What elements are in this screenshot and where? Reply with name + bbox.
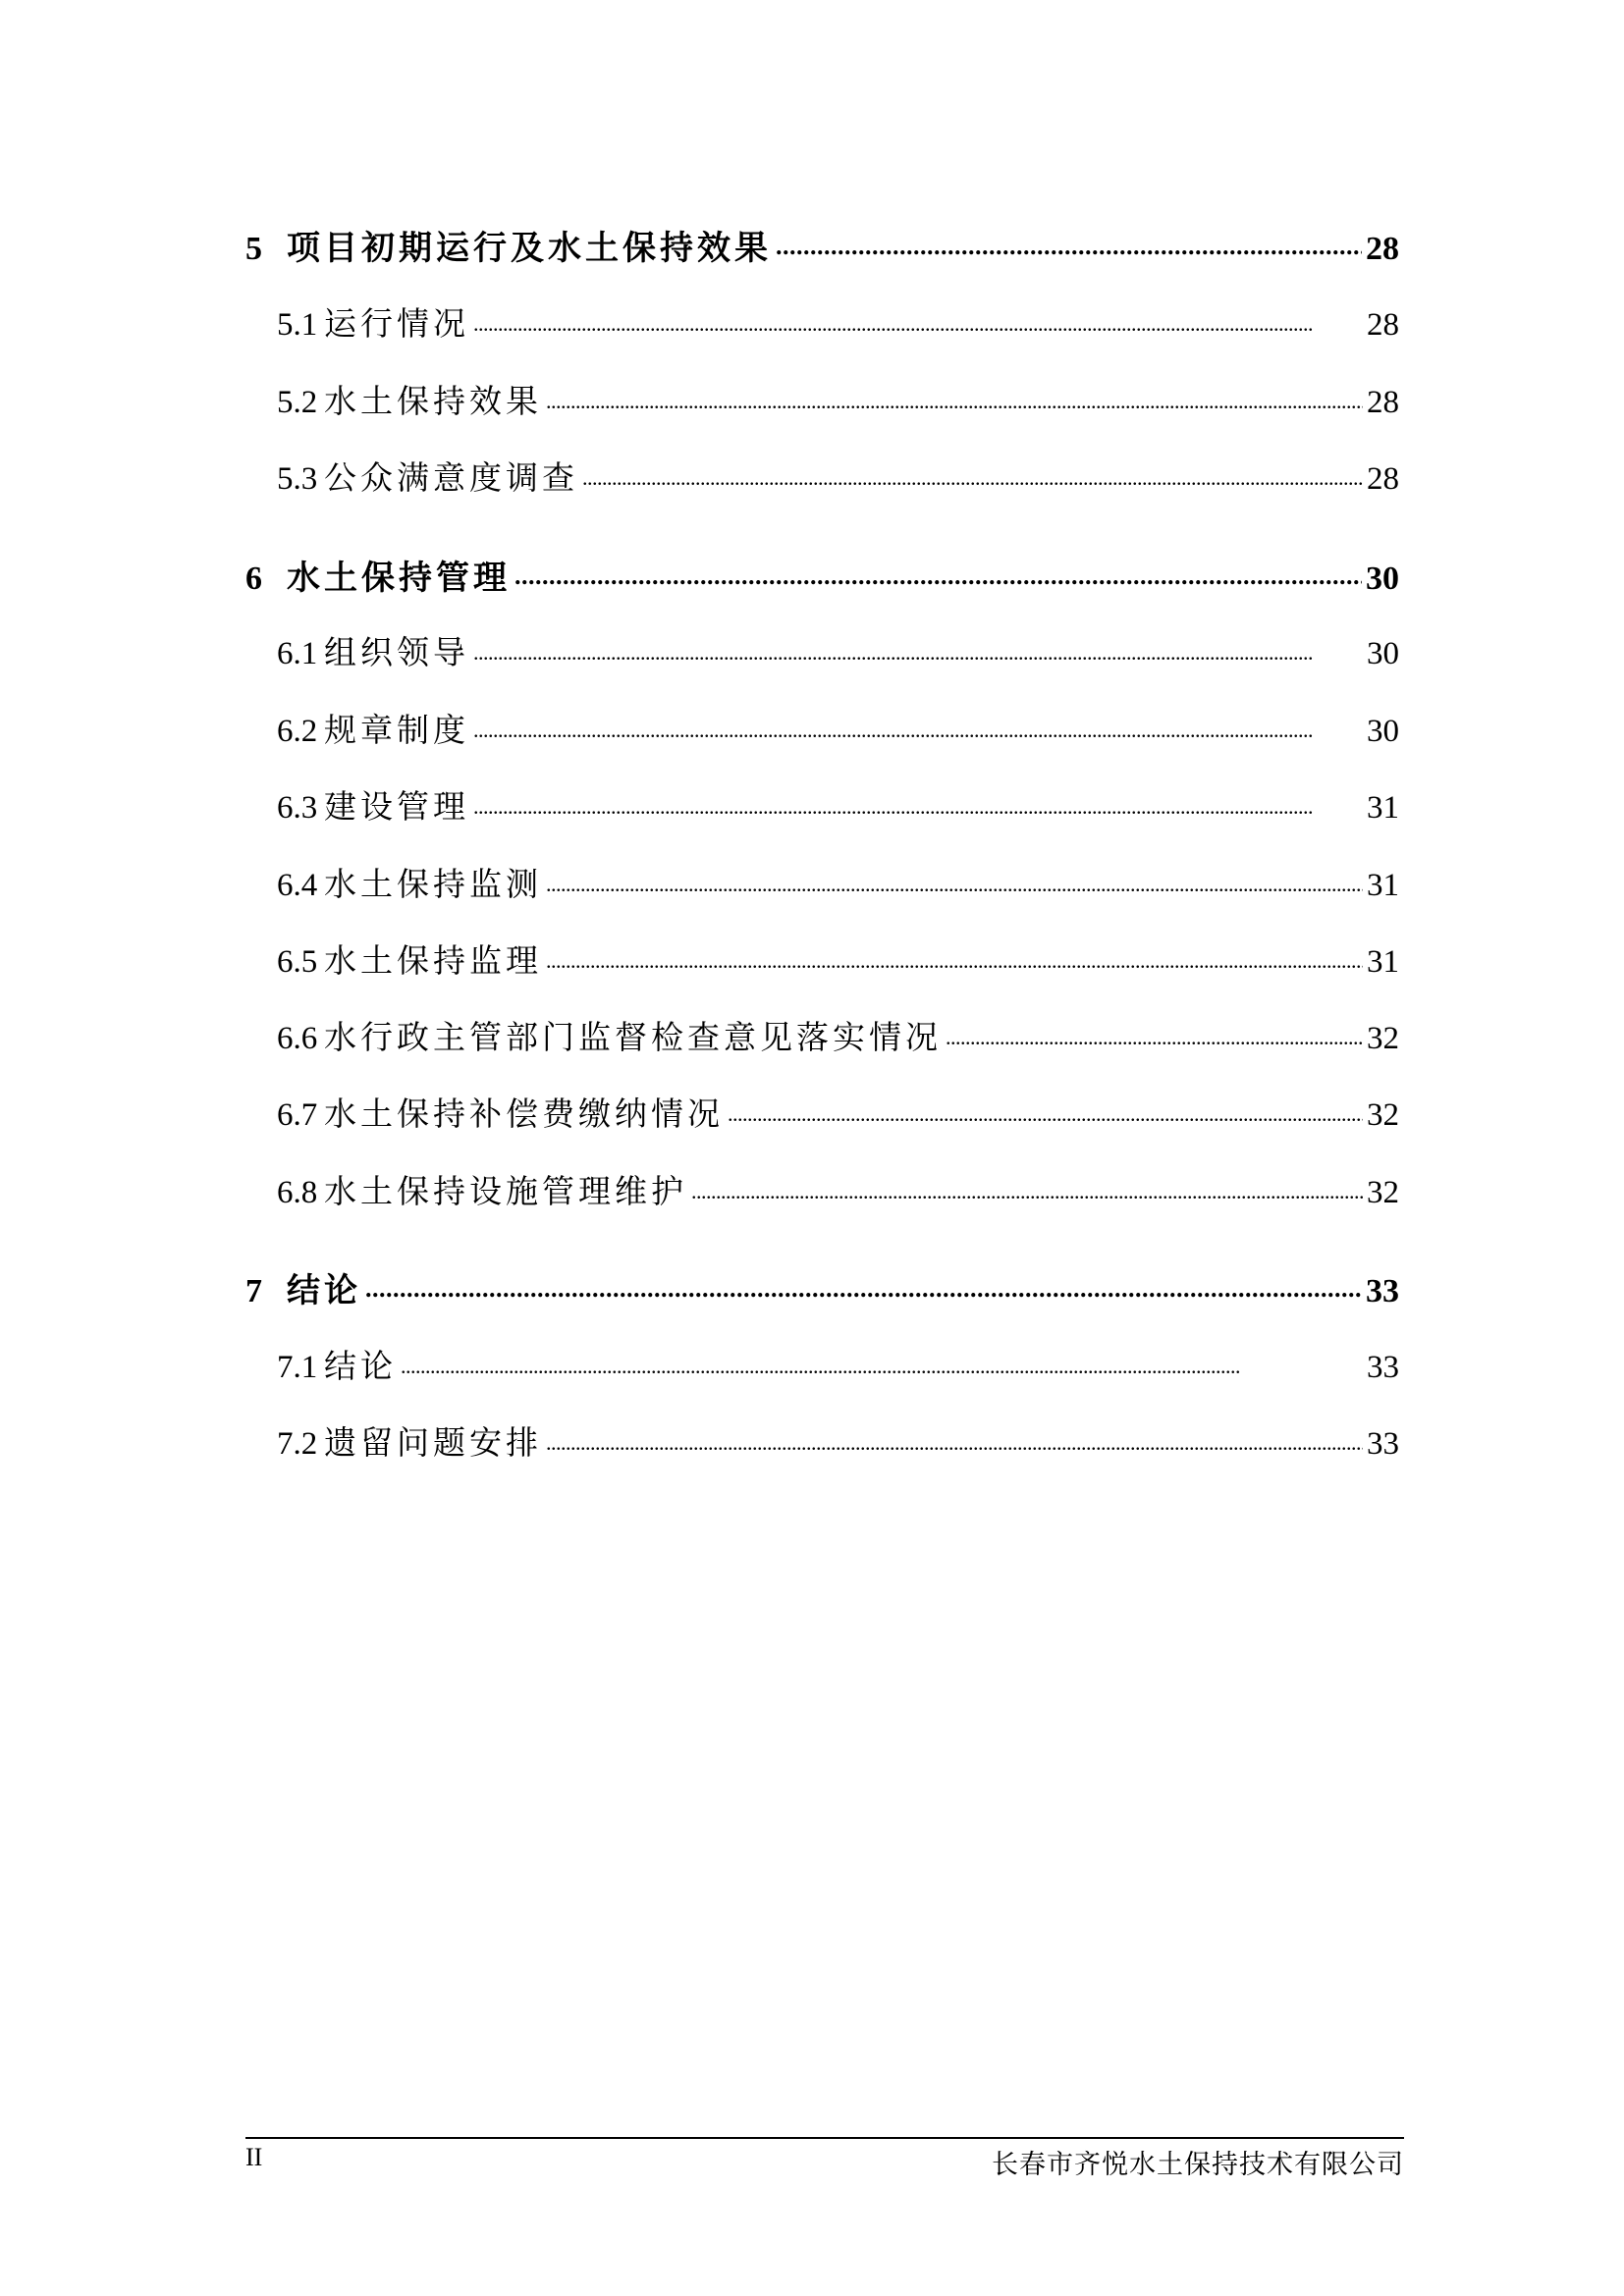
toc-dot-leader: [728, 1095, 1363, 1125]
toc-number: 6.1: [277, 636, 318, 671]
toc-number: 6.4: [277, 868, 318, 903]
toc-page-number: 33: [1367, 1426, 1399, 1462]
toc-title: 建设管理: [324, 787, 469, 826]
toc-title: 项目初期运行及水土保持效果: [287, 229, 772, 268]
toc-title: 组织领导: [324, 633, 469, 671]
toc-entry-5-2[interactable]: [245, 376, 1399, 425]
footer-divider: [245, 2137, 1404, 2139]
toc-page-number: 30: [1367, 714, 1399, 749]
toc-entry-6-7[interactable]: [245, 1089, 1399, 1138]
toc-page-number: 28: [1366, 231, 1399, 267]
toc-title: 结论: [287, 1271, 361, 1310]
toc-page-number: 28: [1367, 307, 1399, 343]
toc-page-number: 33: [1367, 1350, 1399, 1385]
toc-entry-6-4[interactable]: [245, 859, 1399, 908]
toc-title: 水行政主管部门监督检查意见落实情况: [324, 1018, 942, 1056]
toc-title: 水土保持补偿费缴纳情况: [324, 1095, 724, 1133]
toc-page-number: 28: [1367, 385, 1399, 420]
toc-entry-5[interactable]: [245, 221, 1399, 270]
toc-page-number: 33: [1366, 1273, 1399, 1309]
toc-page-number: 32: [1367, 1097, 1399, 1133]
toc-dot-leader: [473, 305, 1363, 335]
toc-page-number: 30: [1367, 636, 1399, 671]
toc-dot-leader: [582, 459, 1363, 489]
toc-entry-6-5[interactable]: [245, 935, 1399, 985]
toc-page-number: 31: [1367, 944, 1399, 980]
toc-number: 6.8: [277, 1175, 318, 1210]
toc-page-number: 28: [1367, 461, 1399, 497]
toc-number: 6.7: [277, 1097, 318, 1133]
toc-dot-leader: [546, 1424, 1363, 1454]
toc-entry-5-1[interactable]: [245, 298, 1399, 347]
toc-entry-7[interactable]: [245, 1263, 1399, 1312]
toc-dot-leader: [401, 1348, 1363, 1377]
toc-entry-6-8[interactable]: [245, 1166, 1399, 1215]
toc-page-number: 32: [1367, 1021, 1399, 1056]
toc-number: 5: [245, 231, 262, 267]
toc-title: 水土保持监理: [324, 941, 542, 980]
toc-title: 规章制度: [324, 711, 469, 749]
toc-dot-leader: [546, 866, 1363, 895]
toc-number: 5.1: [277, 307, 318, 343]
toc-dot-leader: [514, 560, 1362, 589]
toc-dot-leader: [776, 230, 1362, 259]
toc-dot-leader: [365, 1272, 1362, 1302]
toc-title: 水土保持监测: [324, 865, 542, 903]
toc-page-number: 31: [1367, 790, 1399, 826]
toc-title: 水土保持管理: [287, 559, 511, 598]
toc-entry-6-3[interactable]: [245, 781, 1399, 830]
toc-title: 结论: [324, 1347, 397, 1385]
toc-dot-leader: [473, 788, 1363, 818]
toc-entry-6[interactable]: [245, 551, 1399, 600]
toc-title: 水土保持设施管理维护: [324, 1172, 687, 1210]
toc-page-number: 32: [1367, 1175, 1399, 1210]
toc-number: 6.2: [277, 714, 318, 749]
toc-title: 水土保持效果: [324, 382, 542, 420]
toc-entry-7-2[interactable]: [245, 1417, 1399, 1467]
toc-page-number: 30: [1366, 561, 1399, 597]
toc-dot-leader: [546, 942, 1363, 972]
toc-entry-5-3[interactable]: [245, 453, 1399, 502]
toc-number: 6.6: [277, 1021, 318, 1056]
toc-title: 公众满意度调查: [324, 458, 578, 497]
toc-entry-6-6[interactable]: [245, 1012, 1399, 1061]
toc-dot-leader: [946, 1019, 1363, 1048]
toc-entry-6-2[interactable]: [245, 705, 1399, 754]
toc-dot-leader: [546, 383, 1363, 412]
toc-number: 5.3: [277, 461, 318, 497]
footer-page-number: II: [245, 2143, 263, 2171]
toc-dot-leader: [473, 634, 1363, 664]
toc-number: 7: [245, 1273, 262, 1309]
toc-number: 6: [245, 561, 262, 597]
footer-company-name: 长春市齐悦水土保持技术有限公司: [992, 2150, 1404, 2180]
toc-dot-leader: [691, 1173, 1363, 1202]
toc-number: 6.3: [277, 790, 318, 826]
toc-number: 5.2: [277, 385, 318, 420]
toc-title: 遗留问题安排: [324, 1423, 542, 1462]
toc-number: 7.1: [277, 1350, 318, 1385]
toc-entry-7-1[interactable]: [245, 1341, 1399, 1390]
toc-title: 运行情况: [324, 304, 469, 343]
toc-entry-6-1[interactable]: [245, 627, 1399, 676]
toc-number: 7.2: [277, 1426, 318, 1462]
toc-page-number: 31: [1367, 868, 1399, 903]
toc-dot-leader: [473, 712, 1363, 741]
toc-number: 6.5: [277, 944, 318, 980]
